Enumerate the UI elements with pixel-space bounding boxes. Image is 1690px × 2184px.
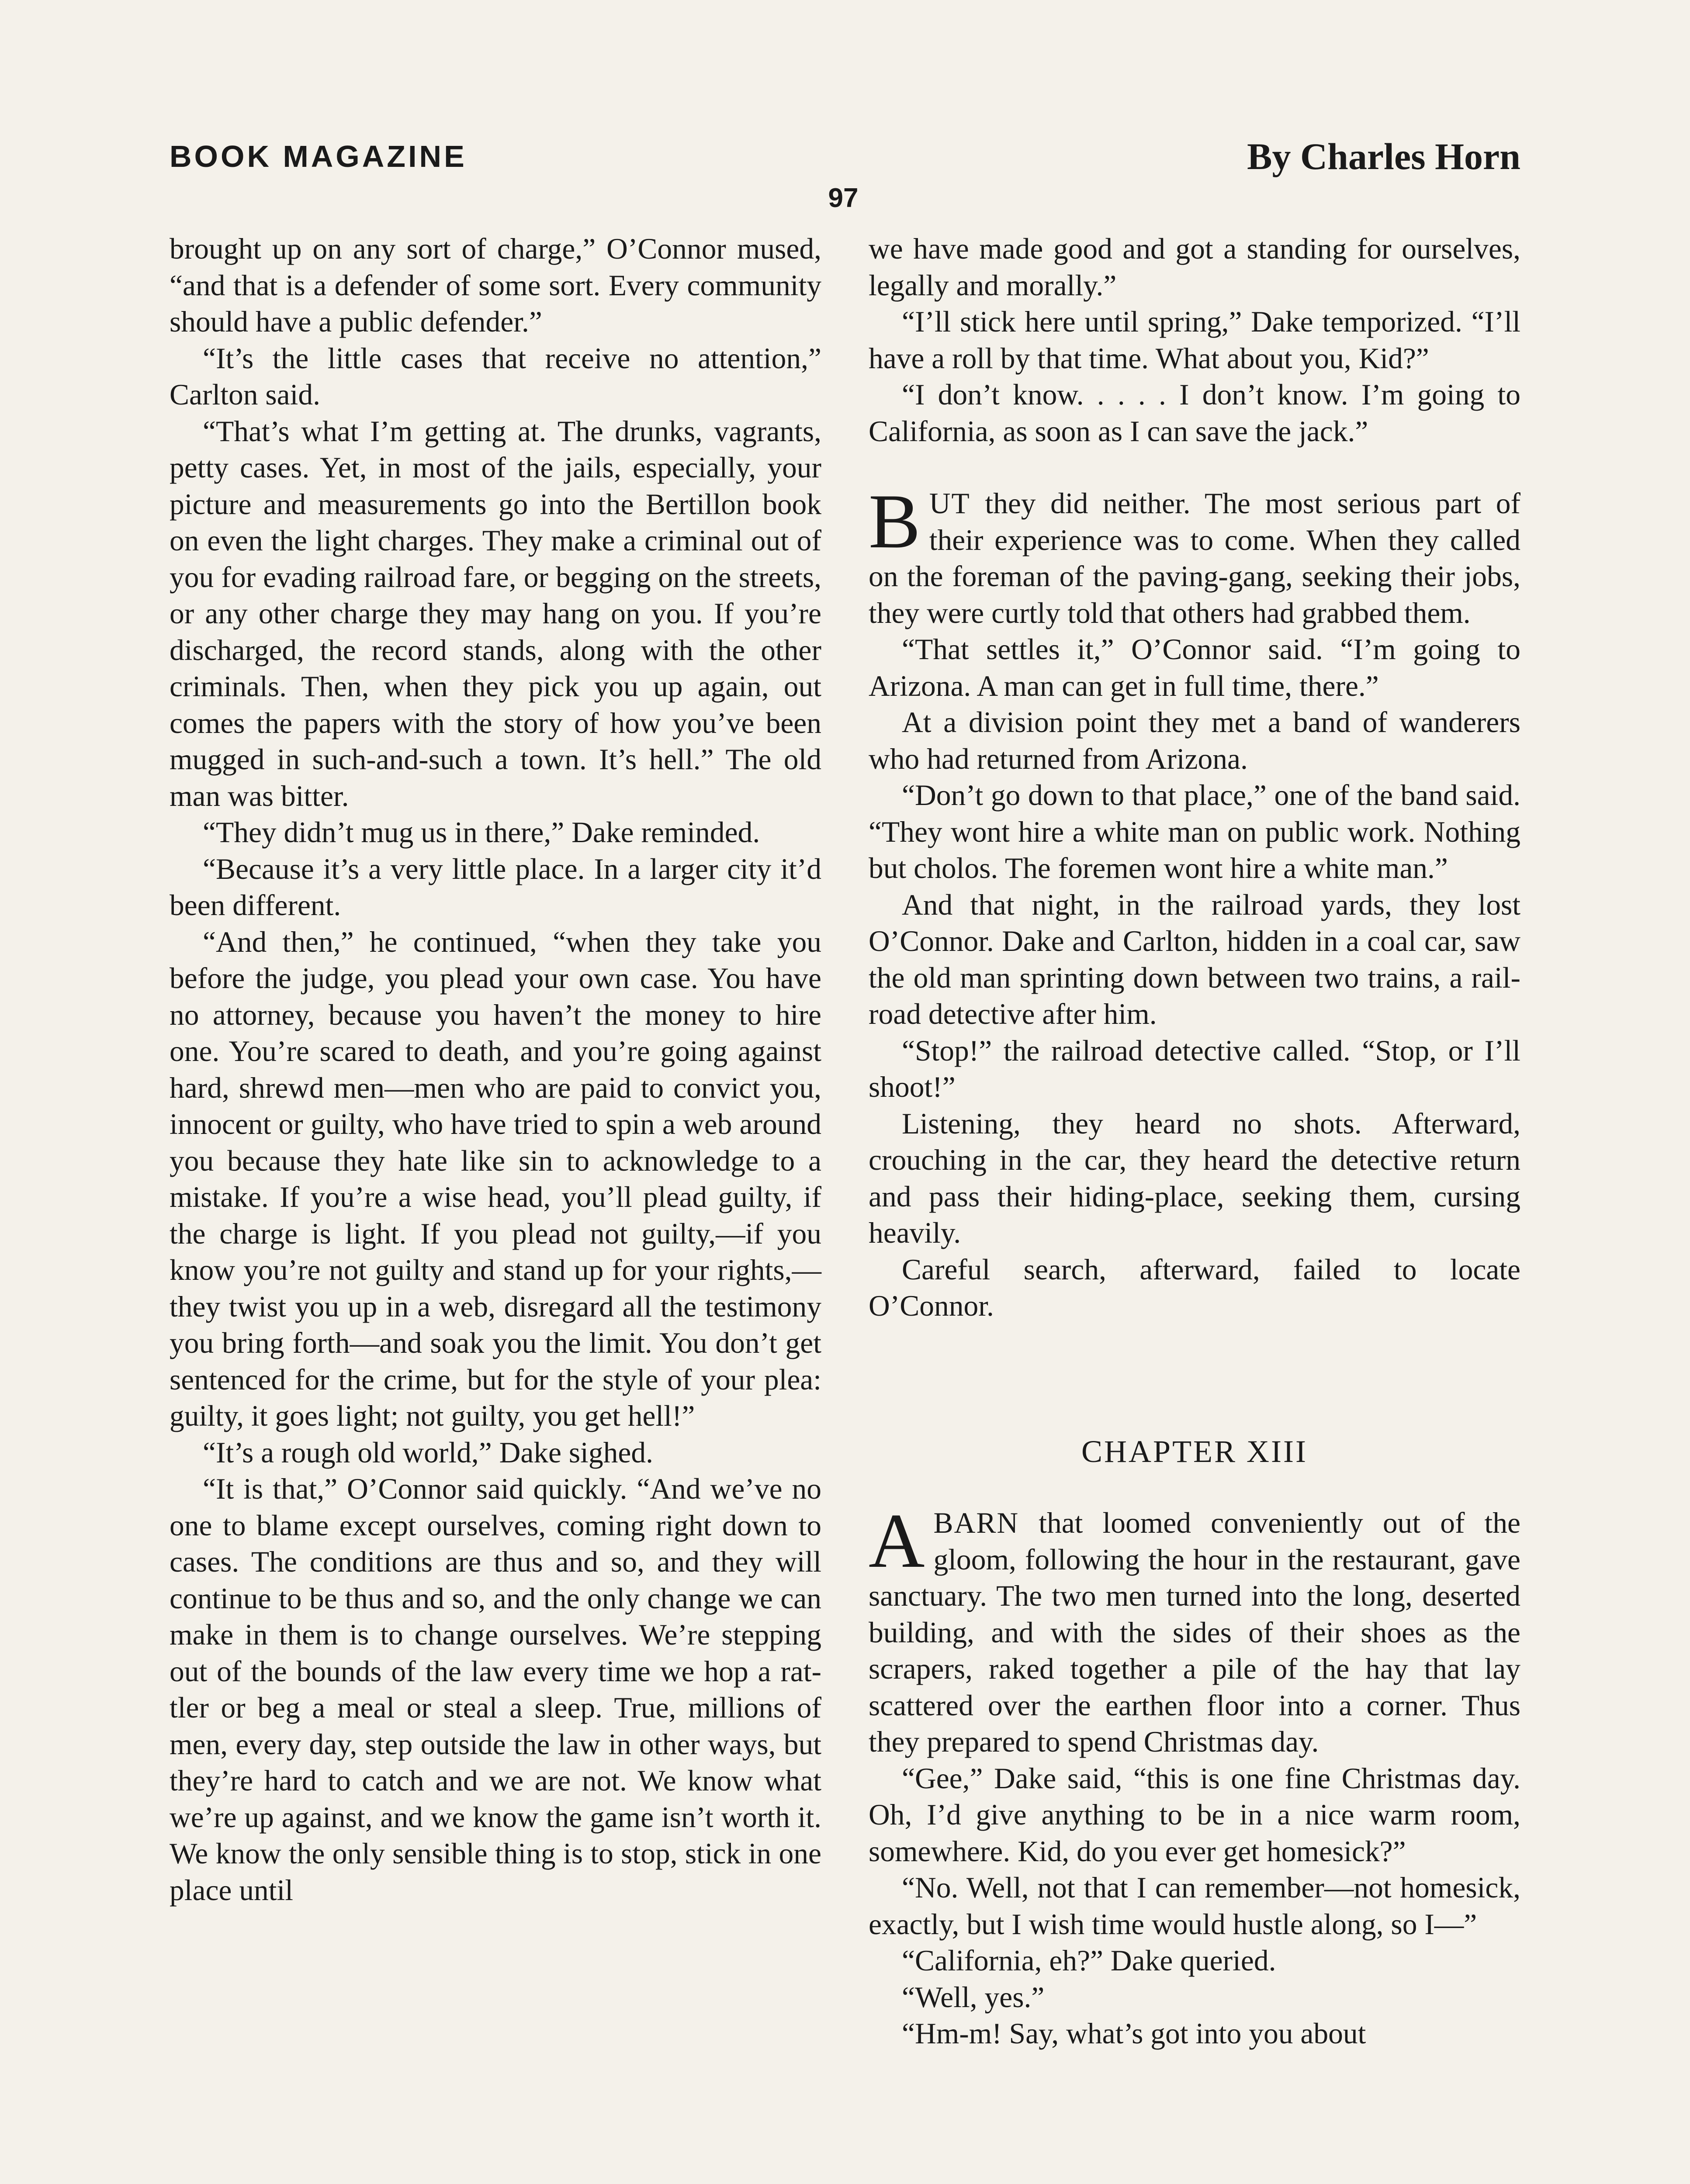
author-byline: By Charles Horn xyxy=(1247,135,1520,177)
paragraph: Careful search, afterward, failed to locate O’Connor. xyxy=(869,1253,1520,1322)
paragraph-text: that loomed conveniently out of the gloom, following the hour in the restaurant, gave sanctuary. The two men turned into the long, deserted building, and with the sides of their shoes as the scrapers, raked together a pile of the hay that lay scattered over the earthen floor into a corner. Thus they prepared to spend Christmas day. xyxy=(869,1507,1520,1758)
paragraph: brought up on any sort of charge,” O’Connor mused, “and that is a defender of some sort. Every community should have a public defender.” xyxy=(170,232,821,338)
drop-cap: A xyxy=(869,1497,925,1584)
lead-in-caps: UT xyxy=(929,487,970,520)
page-number: 97 xyxy=(828,183,859,213)
paragraph: “Stop!” the railroad detective called. “Stop, or I’ll shoot!” xyxy=(869,1034,1520,1103)
paragraph: “That settles it,” O’Connor said. “I’m going to Arizona. A man can get in full time, there.” xyxy=(869,633,1520,702)
paragraph: “California, eh?” Dake queried. xyxy=(902,1944,1276,1977)
paragraph: “They didn’t mug us in there,” Dake reminded. xyxy=(203,816,760,849)
paragraph: “Because it’s a very little place. In a larger city it’d been different. xyxy=(170,852,821,922)
lead-in-caps: BARN xyxy=(933,1507,1019,1539)
drop-cap: B xyxy=(869,478,921,564)
paragraph: we have made good and got a standing for ourselves, legally and morally.” xyxy=(869,232,1520,302)
section-break-paragraph xyxy=(869,478,1520,631)
paragraph: “And then,” he continued, “when they take you before the judge, you plead your own case. You have no attorney, because you haven’t the money to hire one. You’re scared to death, and you’re going against hard, shrewd men—men who are paid to convict you, innocent or guilty, who have tried to spin a web around you because they hate like sin to acknowledge to a mistake. If you’re a wise head, you’ll plead guilty, if the charge is light. If you plead not guilty,—if you know you’re not guilty and stand up for your rights,—they twist you up in a web, disregard all the testimony you bring forth—and soak you the limit. You don’t get sentenced for the crime, but for the style of your plea: guilty, it goes light; not guilty, you get hell!” xyxy=(170,925,821,1432)
left-text-column xyxy=(170,231,821,1908)
paragraph: “It is that,” O’Connor said quickly. “And we’ve no one to blame except ourselves, coming right down to cases. The conditions are thus and so, and they will continue to be thus and so, and the only change we can make in them is to change ourselves. We’re stepping out of the bounds of the law every time we hop a rattler or beg a meal or steal a sleep. True, millions of men, every day, step outside the law in other ways, but they’re hard to catch and we are not. We know what we’re up against, and we know the game isn’t worth it. We know the only sensible thing is to stop, stick in one place until xyxy=(170,1472,821,1907)
chapter-heading: CHAPTER XIII xyxy=(1081,1434,1308,1469)
paragraph: “Gee,” Dake said, “this is one fine Christmas day. Oh, I’d give anything to be in a nice warm room, somewhere. Kid, do you ever get homesick?” xyxy=(869,1762,1520,1868)
paragraph: “Don’t go down to that place,” one of the band said. “They wont hire a white man on public work. Nothing but cholos. The foremen wont hire a white man.” xyxy=(869,779,1520,885)
publication-title: BOOK MAGAZINE xyxy=(170,139,467,173)
paragraph: “It’s the little cases that receive no attention,” Carlton said. xyxy=(170,342,821,411)
paragraph: “Well, yes.” xyxy=(902,1980,1045,2014)
paragraph: “I don’t know. . . . . I don’t know. I’m going to California, as soon as I can save the jack.” xyxy=(869,378,1520,448)
paragraph: “I’ll stick here until spring,” Dake temporized. “I’ll have a roll by that time. What about you, Kid?” xyxy=(869,305,1520,375)
paragraph: At a division point they met a band of wanderers who had returned from Arizona. xyxy=(869,706,1520,775)
right-text-column xyxy=(869,231,1520,2052)
paragraph: “It’s a rough old world,” Dake sighed. xyxy=(203,1436,653,1469)
paragraph: “No. Well, not that I can remember—not homesick, exactly, but I wish time would hustle along, so I—” xyxy=(869,1871,1520,1941)
paragraph: “That’s what I’m getting at. The drunks, vagrants, petty cases. Yet, in most of the jails, especially, your picture and measurements go into the Bertillon book on even the light charges. They make a criminal out of you for evading railroad fare, or begging on the streets, or any other charge they may hang on you. If you’re discharged, the record stands, along with the other criminals. Then, when they pick you up again, out comes the papers with the story of how you’ve been mugged in such-and-such a town. It’s hell.” The old man was bitter. xyxy=(170,415,821,812)
paragraph-text: they did neither. The most serious part of their experience was to come. When they called on the foreman of the paving-gang, seeking their jobs, they were curtly told that others had grabbed them. xyxy=(869,487,1520,629)
paragraph: Listening, they heard no shots. Afterward, crouching in the car, they heard the detective return and pass their hiding-place, seeking them, cursing heavily. xyxy=(869,1107,1520,1249)
paragraph: And that night, in the railroad yards, they lost O’Connor. Dake and Carlton, hidden in a coal car, saw the old man sprinting down between two trains, a railroad detective after him. xyxy=(869,888,1520,1030)
paragraph: “Hm-m! Say, what’s got into you about xyxy=(902,2017,1366,2050)
chapter-opening-paragraph xyxy=(869,1497,1520,1760)
